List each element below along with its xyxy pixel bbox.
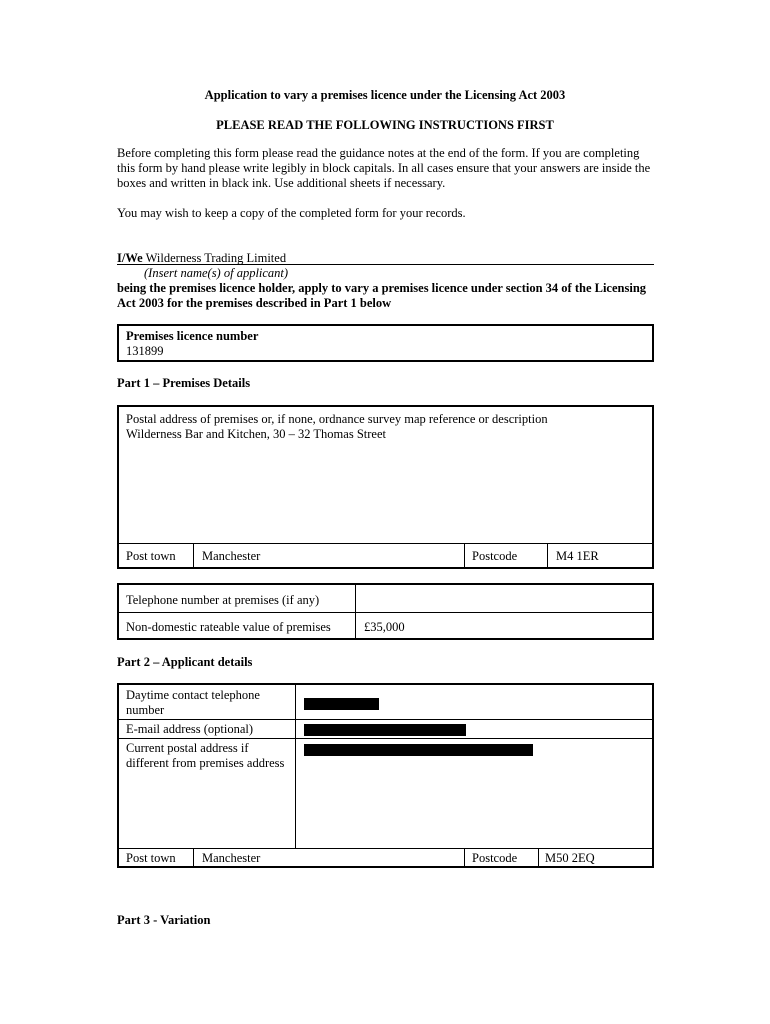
current-address-redacted — [304, 744, 533, 756]
telephone-label: Telephone number at premises (if any) — [126, 593, 320, 607]
rateable-value-field[interactable]: £35,000 — [364, 620, 405, 634]
email-label: E-mail address (optional) — [126, 722, 254, 736]
applicant-underline — [117, 264, 654, 265]
divider — [538, 848, 539, 868]
applicant-hint: (Insert name(s) of applicant) — [144, 266, 289, 280]
daytime-phone-label: Daytime contact telephone number — [126, 688, 260, 717]
rateable-value-label: Non-domestic rateable value of premises — [126, 620, 331, 634]
email-redacted — [304, 724, 466, 736]
premises-address-label: Postal address of premises or, if none, ordnance survey map reference or description — [126, 412, 548, 426]
postcode-label: Postcode — [472, 549, 518, 563]
divider — [119, 719, 652, 720]
applicant-postcode-label: Postcode — [472, 851, 518, 865]
divider — [295, 685, 296, 849]
divider — [119, 612, 652, 613]
part1-heading: Part 1 – Premises Details — [117, 376, 251, 390]
divider — [464, 543, 465, 569]
divider — [547, 543, 548, 569]
applicant-post-town-field[interactable]: Manchester — [202, 851, 261, 865]
applicant-prefix: I/We — [117, 251, 143, 265]
daytime-phone-redacted — [304, 698, 379, 710]
divider — [193, 848, 194, 868]
current-address-label: Current postal address if different from premises address — [126, 741, 285, 770]
applicant-postcode-field[interactable]: M50 2EQ — [545, 851, 595, 865]
licence-number-value: 131899 — [126, 344, 164, 358]
premises-contact-box — [117, 583, 654, 640]
divider — [355, 585, 356, 640]
part2-heading: Part 2 – Applicant details — [117, 655, 253, 669]
intro-paragraph-2: You may wish to keep a copy of the completed form for your records. — [117, 206, 466, 220]
intro-paragraph-1: Before completing this form please read the guidance notes at the end of the form. If you are completing this form by hand please write legibly in block capitals. In all cases ensure that your answers are inside the boxes and written in black ink. Use additional sheets if necessary. — [117, 146, 651, 190]
post-town-field[interactable]: Manchester — [202, 549, 261, 563]
post-town-label: Post town — [126, 549, 176, 563]
divider — [193, 543, 194, 569]
licence-number-label: Premises licence number — [126, 329, 259, 343]
divider — [119, 848, 652, 849]
premises-address-box — [117, 405, 654, 569]
form-title: Application to vary a premises licence under the Licensing Act 2003 — [204, 88, 566, 102]
divider — [119, 738, 652, 739]
instructions-heading: PLEASE READ THE FOLLOWING INSTRUCTIONS FIRST — [216, 118, 554, 132]
part3-heading: Part 3 - Variation — [117, 913, 211, 927]
applicant-post-town-label: Post town — [126, 851, 176, 865]
premises-address-value[interactable]: Wilderness Bar and Kitchen, 30 – 32 Thomas Street — [126, 427, 386, 441]
premises-address-divider — [119, 543, 652, 544]
licence-number-box[interactable] — [117, 324, 654, 362]
applicant-details-box — [117, 683, 654, 868]
postcode-field[interactable]: M4 1ER — [556, 549, 599, 563]
applicant-name: Wilderness Trading Limited — [145, 251, 287, 265]
divider — [464, 848, 465, 868]
applicant-statement-body: being the premises licence holder, apply to vary a premises licence under section 34 of the Licensing Act 2003 for the premises described in Part 1 below — [117, 281, 647, 310]
